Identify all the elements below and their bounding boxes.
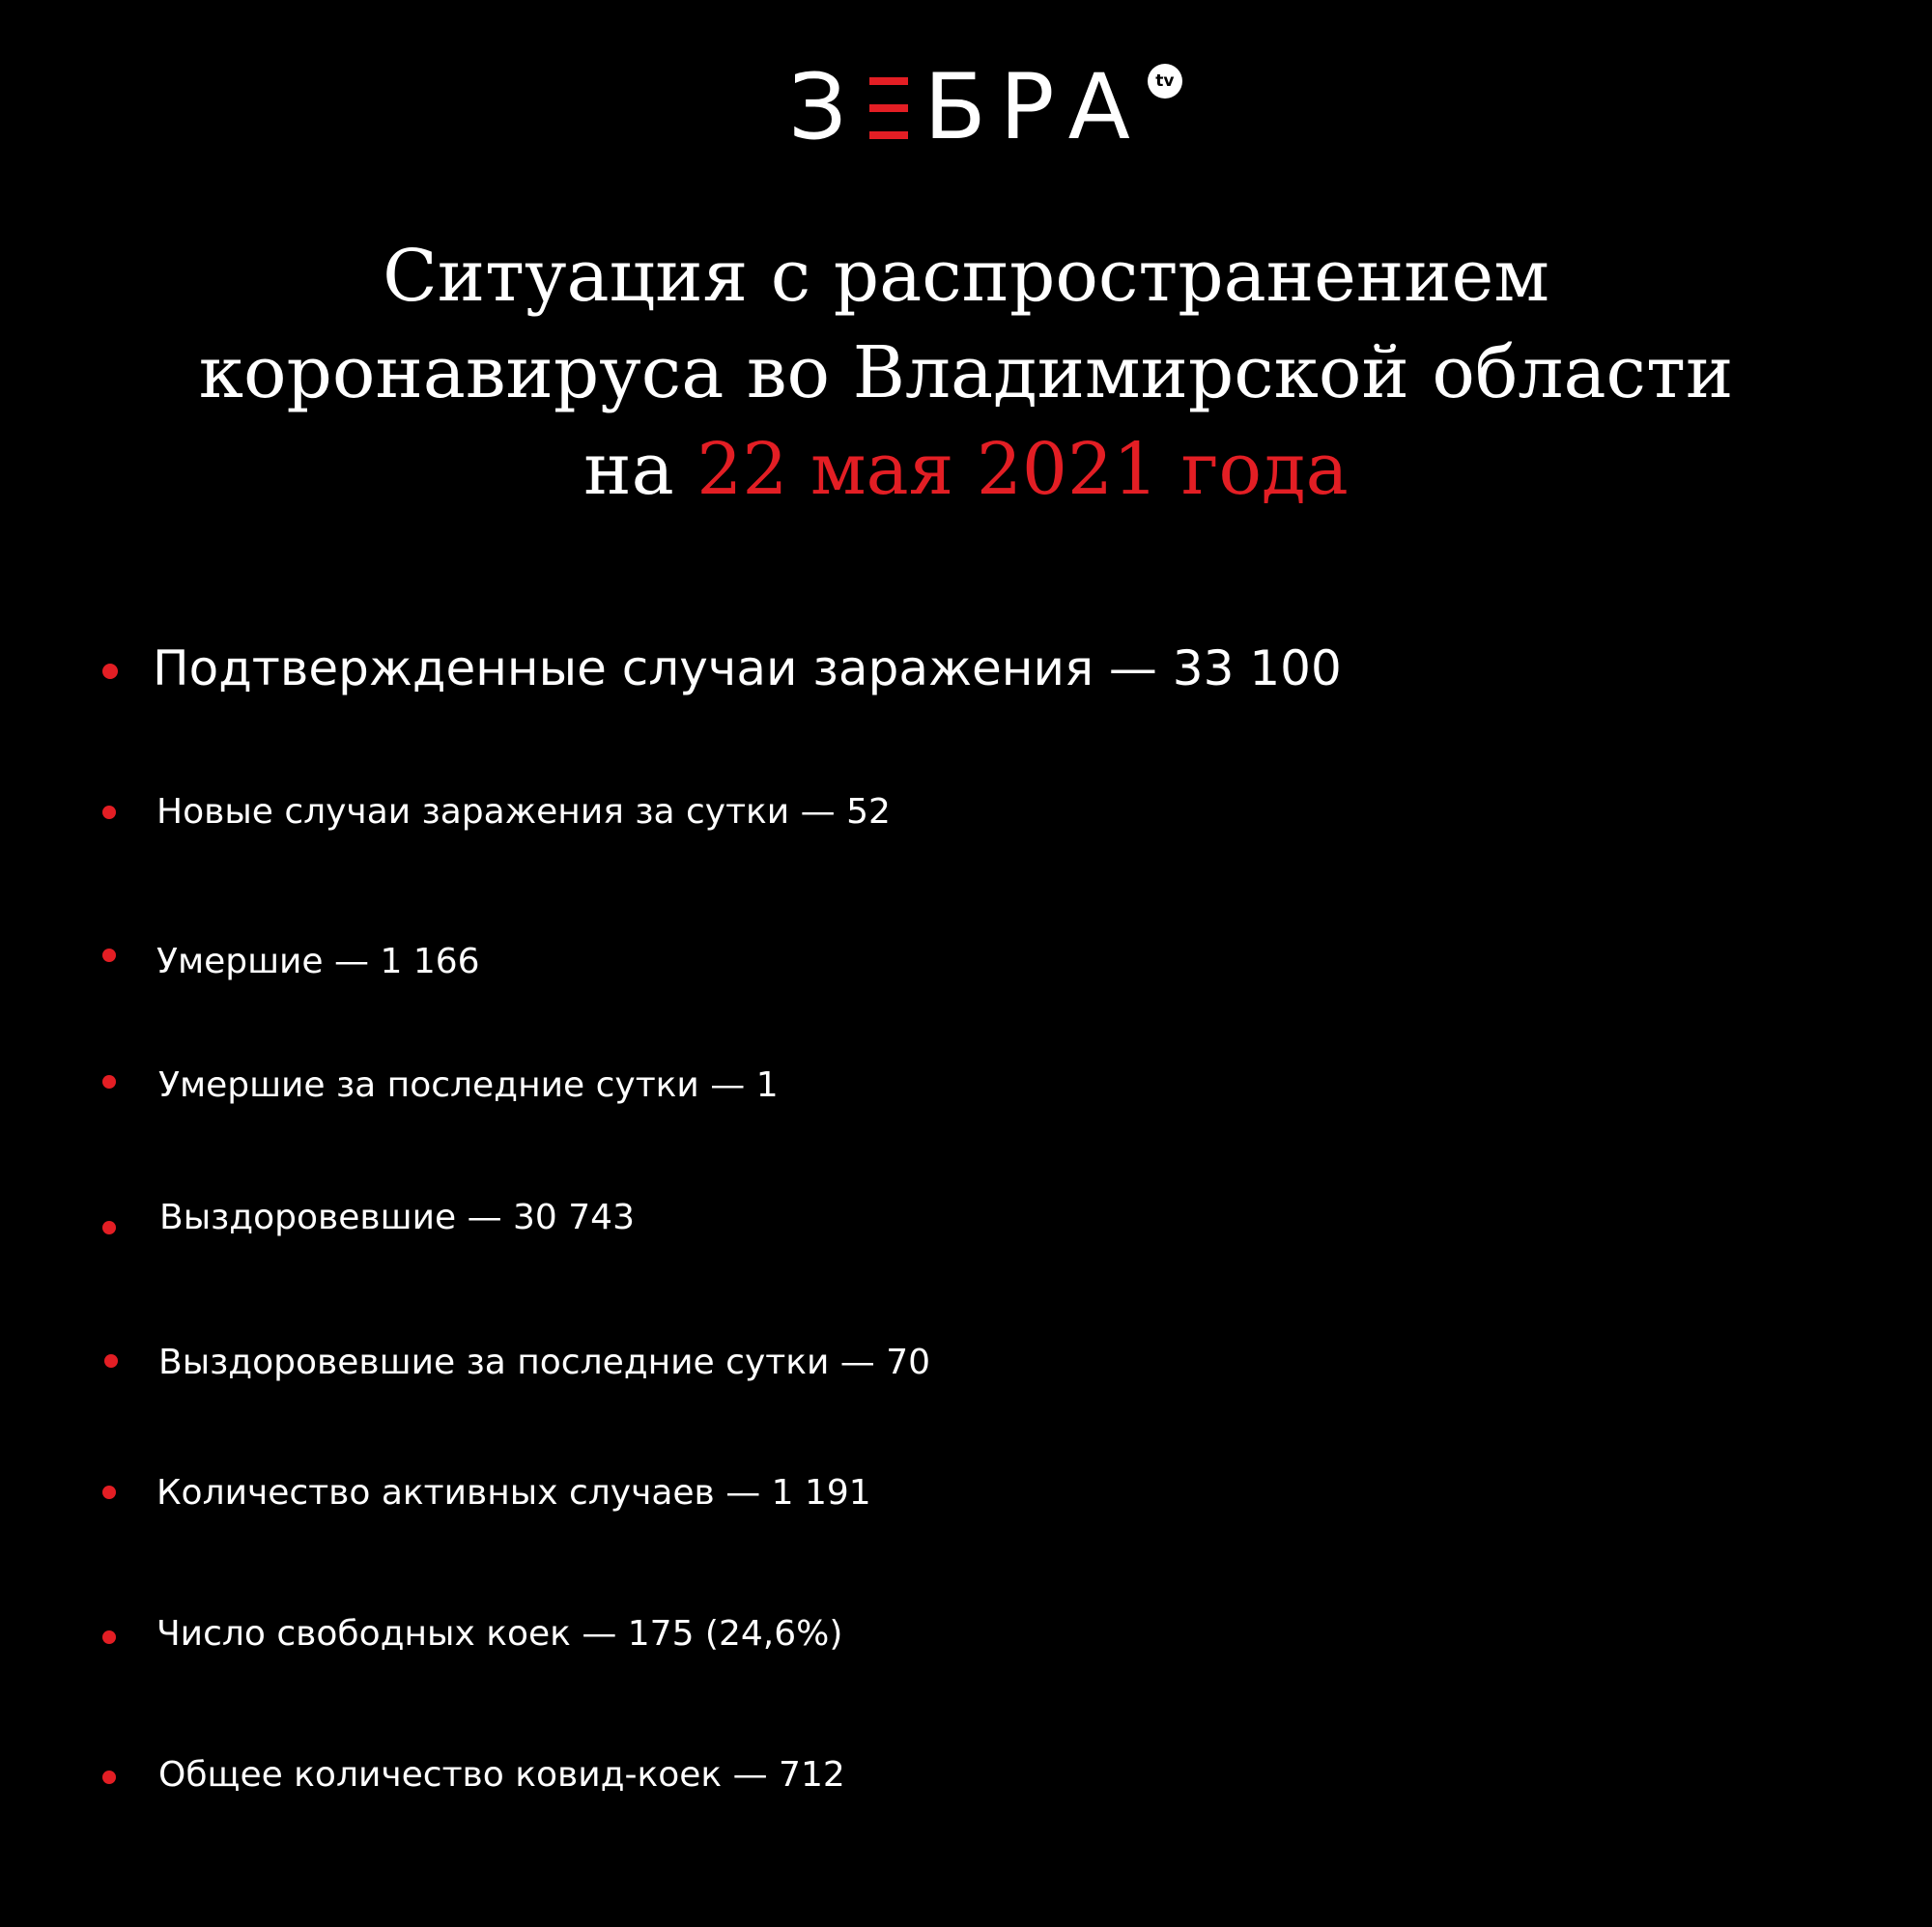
title-line-1: Ситуация с распространением (383, 235, 1549, 318)
title-prefix: на (583, 428, 674, 511)
stat-text: Подтвержденные случаи заражения — 33 100 (153, 640, 1342, 696)
bullet-icon (102, 1630, 116, 1644)
bullet-icon (102, 949, 116, 962)
stat-confirmed-cases (0, 639, 1835, 697)
stat-new-cases (0, 787, 1835, 845)
bullet-icon (102, 1221, 116, 1234)
bullet-icon (104, 1354, 118, 1368)
stat-text: Количество активных случаев — 1 191 (156, 1473, 871, 1513)
logo-letters-bra: БРА (923, 55, 1144, 160)
logo-tv-badge: tv (1148, 64, 1182, 99)
bullet-icon (102, 1771, 116, 1784)
stat-text: Общее количество ковид-коек — 712 (158, 1755, 845, 1795)
bullet-icon (102, 664, 118, 679)
stat-text: Выздоровевшие — 30 743 (159, 1198, 635, 1237)
stat-deaths-daily (0, 1061, 1835, 1119)
stat-text: Число свободных коек — 175 (24,6%) (156, 1614, 843, 1654)
stat-text: Выздоровевшие за последние сутки — 70 (158, 1343, 931, 1382)
stat-recovered-daily (0, 1338, 1835, 1396)
stat-active-cases (0, 1468, 1835, 1526)
logo-letter-z: З (788, 55, 861, 160)
stat-total-beds (0, 1750, 1835, 1808)
bullet-icon (102, 1075, 116, 1089)
stat-free-beds (0, 1609, 1835, 1667)
stat-text: Умершие за последние сутки — 1 (158, 1065, 779, 1105)
bullet-icon (102, 806, 116, 819)
stat-deaths (0, 937, 1835, 995)
stat-recovered (0, 1193, 1835, 1251)
title-date: 22 мая 2021 года (696, 428, 1349, 511)
title-line-2: коронавируса во Владимирской области (198, 331, 1734, 414)
bullet-icon (102, 1486, 116, 1499)
stat-text: Новые случаи заражения за сутки — 52 (156, 792, 891, 832)
stat-text: Умершие — 1 166 (156, 942, 480, 981)
